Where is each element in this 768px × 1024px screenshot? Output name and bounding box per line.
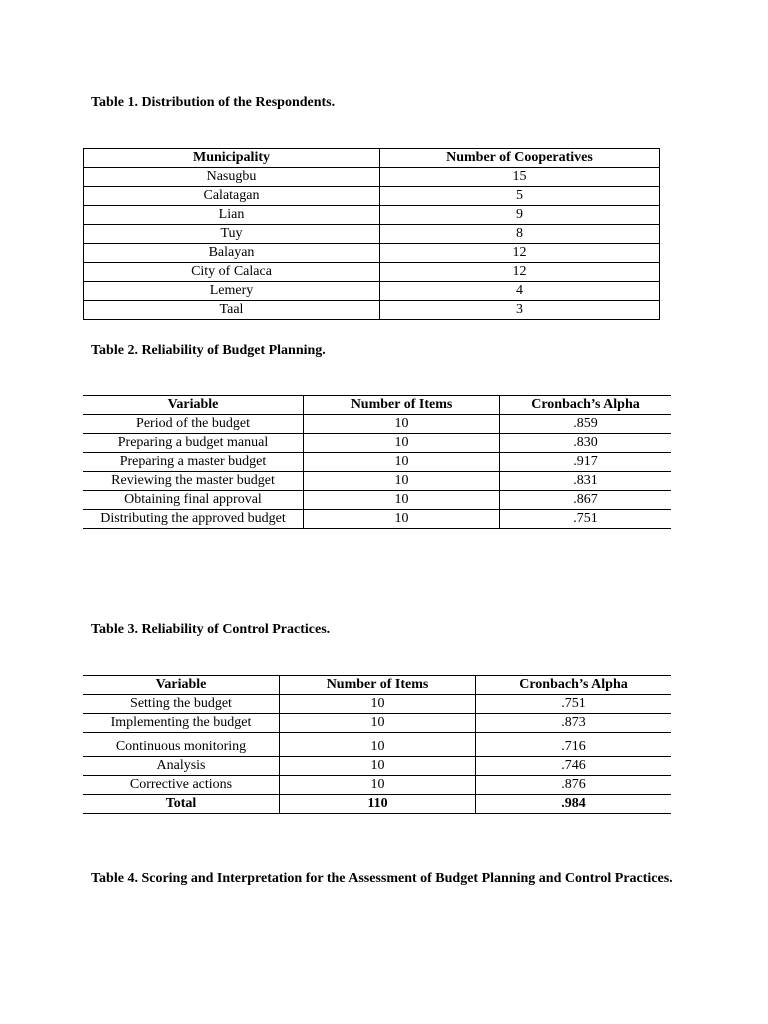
table-total-row — [83, 795, 671, 814]
cell-count: 9 — [380, 206, 660, 225]
cell-items: 10 — [304, 434, 500, 453]
cell-alpha: .751 — [500, 510, 672, 529]
cell-total-alpha: .984 — [476, 795, 672, 814]
cell-municipality: Nasugbu — [84, 168, 380, 187]
table-row — [84, 263, 660, 282]
cell-alpha: .917 — [500, 453, 672, 472]
cell-alpha: .746 — [476, 757, 672, 776]
cell-variable: Preparing a master budget — [83, 453, 304, 472]
column-header-cronbachs-alpha: Cronbach’s Alpha — [476, 676, 672, 695]
cell-total-items: 110 — [280, 795, 476, 814]
cell-variable: Continuous monitoring — [83, 733, 280, 757]
cell-municipality: Calatagan — [84, 187, 380, 206]
column-header-variable: Variable — [83, 396, 304, 415]
table1-caption: Table 1. Distribution of the Respondents. — [91, 95, 336, 110]
table-header-row — [83, 676, 671, 695]
table-row — [84, 282, 660, 301]
table-row — [84, 244, 660, 263]
cell-items: 10 — [304, 453, 500, 472]
cell-variable: Setting the budget — [83, 695, 280, 714]
cell-count: 4 — [380, 282, 660, 301]
cell-items: 10 — [304, 510, 500, 529]
table-row — [83, 491, 671, 510]
cell-alpha: .867 — [500, 491, 672, 510]
cell-alpha: .751 — [476, 695, 672, 714]
cell-alpha: .716 — [476, 733, 672, 757]
cell-count: 8 — [380, 225, 660, 244]
table-header-row — [83, 396, 671, 415]
cell-items: 10 — [280, 776, 476, 795]
column-header-number-of-items: Number of Items — [304, 396, 500, 415]
cell-variable: Implementing the budget — [83, 714, 280, 733]
column-header-number-of-items: Number of Items — [280, 676, 476, 695]
table-row — [83, 695, 671, 714]
cell-items: 10 — [280, 757, 476, 776]
cell-items: 10 — [304, 415, 500, 434]
cell-count: 12 — [380, 244, 660, 263]
table2-caption: Table 2. Reliability of Budget Planning. — [91, 343, 326, 358]
cell-municipality: Lian — [84, 206, 380, 225]
column-header-variable: Variable — [83, 676, 280, 695]
cell-municipality: Taal — [84, 301, 380, 320]
table-row — [84, 225, 660, 244]
table-row — [83, 510, 671, 529]
cell-items: 10 — [280, 695, 476, 714]
table-row — [83, 453, 671, 472]
cell-alpha: .859 — [500, 415, 672, 434]
cell-variable: Reviewing the master budget — [83, 472, 304, 491]
cell-variable: Distributing the approved budget — [83, 510, 304, 529]
cell-count: 15 — [380, 168, 660, 187]
cell-alpha: .830 — [500, 434, 672, 453]
cell-municipality: City of Calaca — [84, 263, 380, 282]
cell-count: 12 — [380, 263, 660, 282]
table3-reliability-control-practices — [83, 675, 671, 814]
cell-items: 10 — [280, 733, 476, 757]
cell-variable: Preparing a budget manual — [83, 434, 304, 453]
table3-caption: Table 3. Reliability of Control Practices. — [91, 622, 331, 637]
cell-variable: Corrective actions — [83, 776, 280, 795]
cell-municipality: Tuy — [84, 225, 380, 244]
cell-items: 10 — [304, 491, 500, 510]
cell-count: 3 — [380, 301, 660, 320]
table-row — [83, 733, 671, 757]
table-row — [83, 472, 671, 491]
table-row — [83, 714, 671, 733]
table4-caption: Table 4. Scoring and Interpretation for the Assessment of Budget Planning and Control Practices. — [91, 871, 673, 886]
cell-alpha: .873 — [476, 714, 672, 733]
table-row — [84, 301, 660, 320]
cell-count: 5 — [380, 187, 660, 206]
table1-distribution-of-respondents — [83, 148, 660, 320]
cell-variable: Analysis — [83, 757, 280, 776]
table-header-row — [84, 149, 660, 168]
cell-items: 10 — [304, 472, 500, 491]
table-row — [83, 757, 671, 776]
table2-reliability-budget-planning — [83, 395, 671, 529]
cell-variable: Obtaining final approval — [83, 491, 304, 510]
column-header-municipality: Municipality — [84, 149, 380, 168]
cell-municipality: Balayan — [84, 244, 380, 263]
cell-alpha: .876 — [476, 776, 672, 795]
cell-variable: Period of the budget — [83, 415, 304, 434]
table-row — [83, 415, 671, 434]
cell-alpha: .831 — [500, 472, 672, 491]
cell-municipality: Lemery — [84, 282, 380, 301]
column-header-cronbachs-alpha: Cronbach’s Alpha — [500, 396, 672, 415]
table-row — [84, 187, 660, 206]
cell-items: 10 — [280, 714, 476, 733]
column-header-number-of-cooperatives: Number of Cooperatives — [380, 149, 660, 168]
table-row — [83, 434, 671, 453]
table-row — [84, 168, 660, 187]
table-row — [84, 206, 660, 225]
cell-total-label: Total — [83, 795, 280, 814]
table-row — [83, 776, 671, 795]
